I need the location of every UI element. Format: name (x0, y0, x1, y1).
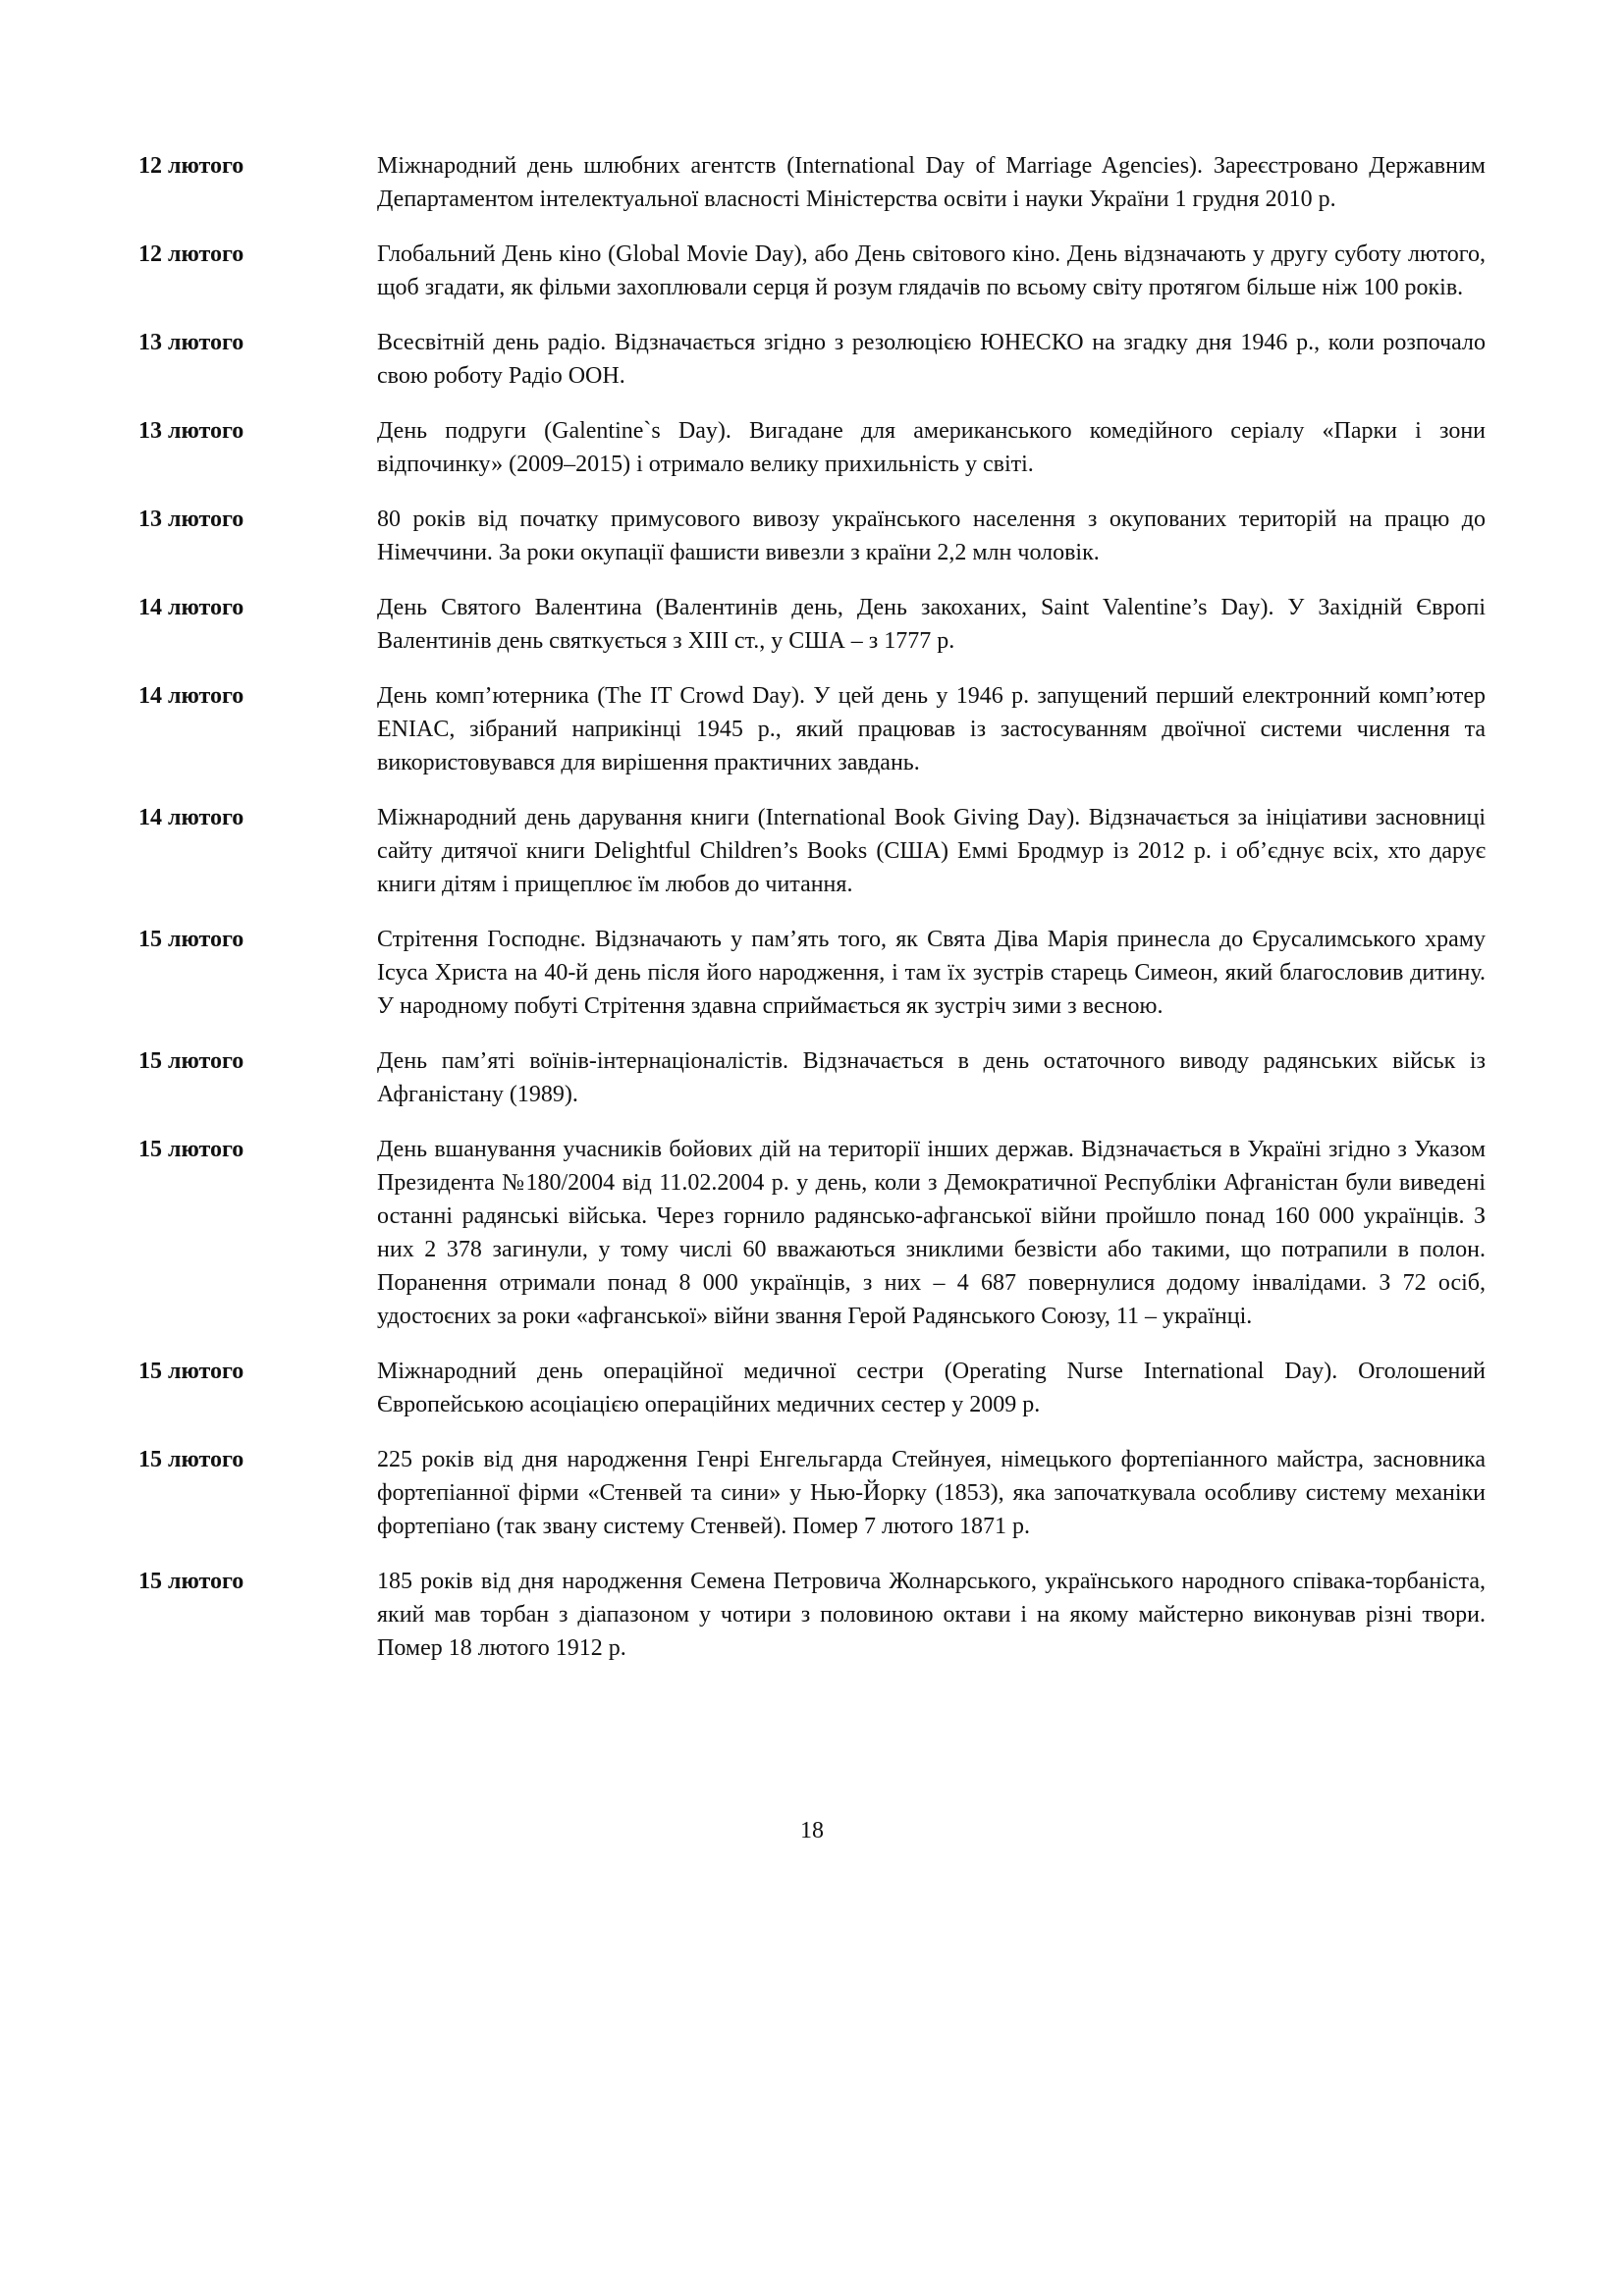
entry-description: День пам’яті воїнів-інтернаціоналістів. Відзначається в день остаточного виводу радянських військ із Афганістану (1989). (377, 1048, 1486, 1107)
entry-description: День вшанування учасників бойових дій на території інших держав. Відзначається в Україні згідно з Указом Президента №180/2004 від 11.02.2004 р. у день, коли з Демократичної Республіки Афганістан були виведені останні радянські війська. Через горнило радянсько-афганської війни пройшло понад 160 000 українців. З них 2 378 загинули, у тому числі 60 вважаються зниклими безвісти або такими, що потрапили в полон. Поранення отримали понад 8 000 українців, з них – 4 687 повернулися додому інвалідами. З 72 осіб, удостоєних за роки «афганської» війни звання Герой Радянського Союзу, 11 – українці. (377, 1137, 1486, 1329)
calendar-entry (138, 149, 1486, 216)
entry-date: 12 лютого (138, 153, 244, 179)
calendar-entry (138, 1565, 1486, 1665)
calendar-entry (138, 801, 1486, 901)
entry-date: 13 лютого (138, 507, 244, 532)
entry-date: 13 лютого (138, 418, 244, 444)
calendar-entry (138, 1443, 1486, 1543)
entry-description: День комп’ютерника (The IT Crowd Day). У цей день у 1946 р. запущений перший електронний комп’ютер ENIAC, зібраний наприкінці 1945 р., який працював із застосуванням двоїчної системи числення та використовувався для вирішення практичних завдань. (377, 683, 1486, 775)
entry-description: День Святого Валентина (Валентинів день, День закоханих, Saint Valentine’s Day). У Західній Європі Валентинів день святкується з XIII ст., у США – з 1777 р. (377, 595, 1486, 654)
calendar-entries (138, 149, 1486, 1686)
entry-date: 14 лютого (138, 595, 244, 620)
entry-date: 15 лютого (138, 1137, 244, 1162)
entry-description: Глобальний День кіно (Global Movie Day), або День світового кіно. День відзначають у другу суботу лютого, щоб згадати, як фільми захоплювали серця й розум глядачів по всьому світу протягом більше ніж 100 років. (377, 241, 1486, 300)
entry-description: День подруги (Galentine`s Day). Вигадане для американського комедійного серіалу «Парки і зони відпочинку» (2009–2015) і отримало велику прихильність у світі. (377, 418, 1486, 477)
entry-date: 12 лютого (138, 241, 244, 267)
page-number: 18 (800, 1818, 824, 1843)
calendar-entry (138, 326, 1486, 393)
calendar-entry (138, 923, 1486, 1023)
entry-date: 15 лютого (138, 1048, 244, 1074)
entry-description: Стрітення Господнє. Відзначають у пам’ять того, як Свята Діва Марія принесла до Єрусалимського храму Ісуса Христа на 40-й день після його народження, і там їх зустрів старець Симеон, який благословив дитину. У народному побуті Стрітення здавна сприймається як зустріч зими з весною. (377, 927, 1486, 1019)
entry-description: Міжнародний день дарування книги (International Book Giving Day). Відзначається за ініціативи засновниці сайту дитячої книги Delightful Children’s Books (США) Еммі Бродмур із 2012 р. і об’єднує всіх, хто дарує книги дітям і прищеплює їм любов до читання. (377, 805, 1486, 897)
entry-description: 80 років від початку примусового вивозу українського населення з окупованих територій на працю до Німеччини. За роки окупації фашисти вивезли з країни 2,2 млн чоловік. (377, 507, 1486, 565)
calendar-entry (138, 1355, 1486, 1421)
calendar-entry (138, 503, 1486, 569)
entry-description: 185 років від дня народження Семена Петровича Жолнарського, українського народного співака-торбаніста, який мав торбан з діапазоном у чотири з половиною октави і на якому майстерно виконував різні твори. Помер 18 лютого 1912 р. (377, 1569, 1486, 1661)
entry-description: Міжнародний день операційної медичної сестри (Operating Nurse International Day). Оголошений Європейською асоціацією операційних медичних сестер у 2009 р. (377, 1359, 1486, 1417)
entry-date: 14 лютого (138, 805, 244, 830)
entry-date: 14 лютого (138, 683, 244, 709)
calendar-entry (138, 679, 1486, 779)
calendar-entry (138, 591, 1486, 658)
entry-date: 15 лютого (138, 927, 244, 952)
entry-date: 15 лютого (138, 1359, 244, 1384)
entry-date: 15 лютого (138, 1447, 244, 1472)
entry-date: 15 лютого (138, 1569, 244, 1594)
entry-description: 225 років від дня народження Генрі Енгельгарда Стейнуея, німецького фортепіанного майстра, засновника фортепіанної фірми «Стенвей та сини» у Нью-Йорку (1853), яка започаткувала особливу систему механіки фортепіано (так звану систему Стенвей). Помер 7 лютого 1871 р. (377, 1447, 1486, 1539)
calendar-entry (138, 1133, 1486, 1333)
calendar-entry (138, 238, 1486, 304)
entry-description: Всесвітній день радіо. Відзначається згідно з резолюцією ЮНЕСКО на згадку дня 1946 р., коли розпочало свою роботу Радіо ООН. (377, 330, 1486, 389)
calendar-entry (138, 414, 1486, 481)
calendar-entry (138, 1044, 1486, 1111)
entry-description: Міжнародний день шлюбних агентств (International Day of Marriage Agencies). Зареєстровано Державним Департаментом інтелектуальної власності Міністерства освіти і науки України 1 грудня 2010 р. (377, 153, 1486, 212)
entry-date: 13 лютого (138, 330, 244, 355)
